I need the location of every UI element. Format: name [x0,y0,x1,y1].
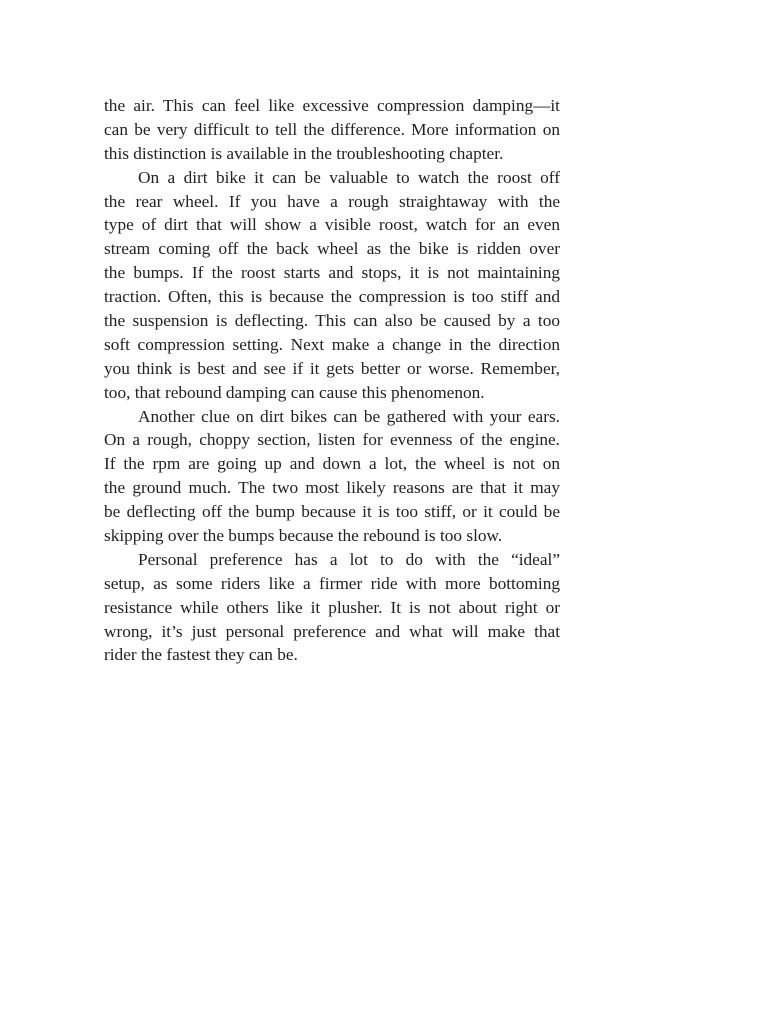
text-line: the ground much. The two most likely reasons are that it may [104,478,560,498]
text-line: On a rough, choppy section, listen for evenness of the engine. [104,430,560,450]
text-line: type of dirt that will show a visible roost, watch for an even [104,215,560,235]
text-line: can be very difficult to tell the difference. More information on [104,119,560,139]
text-line: skipping over the bumps because the rebound is too slow. [104,526,503,546]
paragraph [104,405,560,548]
text-line: If the rpm are going up and down a lot, the wheel is not on [104,454,560,474]
text-line: the bumps. If the roost starts and stops, it is not maintaining [104,263,560,283]
paragraph [104,548,560,667]
text-line: the rear wheel. If you have a rough straightaway with the [104,191,560,211]
text-line: wrong, it’s just personal preference and what will make that [104,621,560,641]
text-line: be deflecting off the bump because it is too stiff, or it could be [104,502,560,522]
text-line: Another clue on dirt bikes can be gathered with your ears. [138,406,560,426]
text-line: On a dirt bike it can be valuable to watch the roost off [138,167,560,187]
text-line: soft compression setting. Next make a change in the direction [104,334,560,354]
text-line: too, that rebound damping can cause this phenomenon. [104,382,485,402]
body-text [104,94,560,667]
text-line: resistance while others like it plusher. It is not about right or [104,597,560,617]
text-line: traction. Often, this is because the compression is too stiff and [104,287,560,307]
text-line: stream coming off the back wheel as the bike is ridden over [104,239,560,259]
paragraph [104,94,560,166]
paragraph [104,166,560,405]
text-line: you think is best and see if it gets better or worse. Remember, [104,358,560,378]
text-line: the suspension is deflecting. This can also be caused by a too [104,311,560,331]
text-line: setup, as some riders like a firmer ride with more bottoming [104,573,560,593]
text-line: Personal preference has a lot to do with the “ideal” [138,549,560,569]
text-line: this distinction is available in the troubleshooting chapter. [104,143,504,163]
text-line: the air. This can feel like excessive compression damping—it [104,96,560,115]
text-line: rider the fastest they can be. [104,645,298,665]
